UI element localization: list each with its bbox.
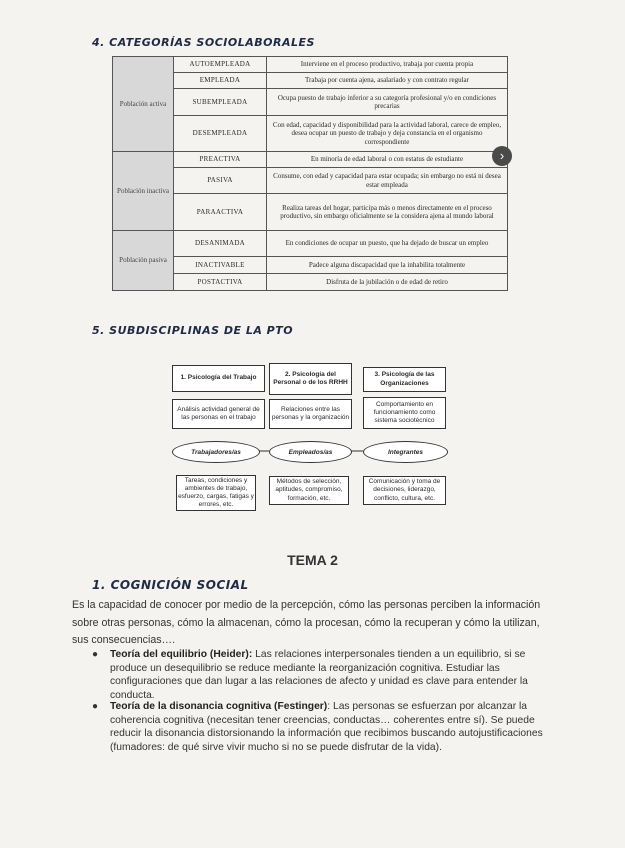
- subdiscipline-2-title: 2. Psicología del Personal o de los RRHH: [269, 363, 352, 395]
- category-desc: Ocupa puesto de trabajo inferior a su categoría profesional y/o en condiciones precarias: [267, 89, 508, 116]
- section-4-title: 4. CATEGORÍAS SOCIOLABORALES: [92, 36, 315, 49]
- category-desc: Con edad, capacidad y disponibilidad para la actividad laboral, carece de empleo, desea ocupar un puesto de trabajo y deja constancia en el organismo correspondiente: [267, 116, 508, 152]
- intro-paragraph: Es la capacidad de conocer por medio de la percepción, cómo las personas perciben la información sobre otras personas, cómo la almacenan, cómo la procesan, cómo la recuperan y cómo la utilizan, sus consecuencias….: [72, 599, 541, 646]
- category-name: DESEMPLEADA: [174, 116, 267, 152]
- bullet-dot-icon: ●: [92, 701, 99, 712]
- tema-heading: TEMA 2: [287, 552, 338, 568]
- oval-trabajadores: Trabajadores/as: [172, 441, 260, 463]
- category-desc: En minoría de edad laboral o con estatus de estudiante: [267, 152, 508, 168]
- bullet-item: [92, 700, 554, 754]
- subdiscipline-1-desc: Análisis actividad general de las personas en el trabajo: [172, 399, 265, 429]
- category-name: DESANIMADA: [174, 231, 267, 257]
- group-label: Población pasiva: [113, 231, 174, 291]
- bullet-term: Teoría del equilibrio (Heider):: [110, 649, 253, 660]
- oval-integrantes: Integrantes: [363, 441, 448, 463]
- subdiscipline-1-title: 1. Psicología del Trabajo: [172, 365, 265, 392]
- subdiscipline-3-desc: Comportamiento en funcionamiento como sistema sociotécnico: [363, 397, 446, 429]
- subdiscipline-1-detail: Tareas, condiciones y ambientes de trabajo, esfuerzo, cargas, fatigas y errores, etc.: [176, 475, 256, 511]
- category-name: PASIVA: [174, 168, 267, 194]
- category-name: POSTACTIVA: [174, 274, 267, 291]
- category-name: INACTIVABLE: [174, 257, 267, 274]
- subdiscipline-2-detail: Métodos de selección, aptitudes, compromiso, formación, etc.: [269, 476, 349, 505]
- bullet-text: : Las personas se esfuerzan por alcanzar la coherencia cognitiva (necesitan tener creencias, conductas… coherentes entre sí). Se puede reducir la disonancia distorsionando la información que recibimos buscando autojustificaciones (fumadores: de qué sirve vivir mucho si no se puede disfrutar de la vida).: [110, 701, 543, 753]
- subdiscipline-3-title: 3. Psicología de las Organizaciones: [363, 367, 446, 392]
- category-name: SUBEMPLEADA: [174, 89, 267, 116]
- category-name: AUTOEMPLEADA: [174, 57, 267, 73]
- category-desc: Trabaja por cuenta ajena, asalariado y con contrato regular: [267, 73, 508, 89]
- category-desc: Disfruta de la jubilación o de edad de retiro: [267, 274, 508, 291]
- category-name: EMPLEADA: [174, 73, 267, 89]
- category-desc: Realiza tareas del hogar, participa más o menos directamente en el proceso productivo, sin embargo oficialmente se la considera ajena al mundo laboral: [267, 194, 508, 231]
- scroll-next-button[interactable]: ›: [492, 146, 512, 166]
- group-label: Población activa: [113, 57, 174, 152]
- bullet-item: [92, 648, 554, 702]
- category-desc: Consume, con edad y capacidad para estar ocupada; sin embargo no está ni desea estar empleada: [267, 168, 508, 194]
- section-5-title: 5. SUBDISCIPLINAS DE LA PTO: [92, 324, 294, 337]
- oval-empleados: Empleados/as: [269, 441, 352, 463]
- subdiscipline-2-desc: Relaciones entre las personas y la organización: [269, 399, 352, 429]
- subdiscipline-3-detail: Comunicación y toma de decisiones, liderazgo, conflicto, cultura, etc.: [363, 476, 446, 505]
- sociolabor-categories-table: [112, 56, 508, 291]
- section-1-title: 1. COGNICIÓN SOCIAL: [92, 578, 249, 592]
- category-name: PREACTIVA: [174, 152, 267, 168]
- category-desc: En condiciones de ocupar un puesto, que ha dejado de buscar un empleo: [267, 231, 508, 257]
- category-desc: Interviene en el proceso productivo, trabaja por cuenta propia: [267, 57, 508, 73]
- bullet-dot-icon: ●: [92, 649, 99, 660]
- group-label: Población inactiva: [113, 152, 174, 231]
- category-name: PARAACTIVA: [174, 194, 267, 231]
- bullet-term: Teoría de la disonancia cognitiva (Festinger): [110, 701, 328, 712]
- bullet-text: Las relaciones interpersonales tienden a un equilibrio, si se produce un desequilibrio se reduce mediante la reorganización cognitiva. Estudiar las configuraciones que dan lugar a las relaciones de afecto y unidad es clave para entender la conducta.: [110, 649, 528, 701]
- category-desc: Padece alguna discapacidad que la inhabilita totalmente: [267, 257, 508, 274]
